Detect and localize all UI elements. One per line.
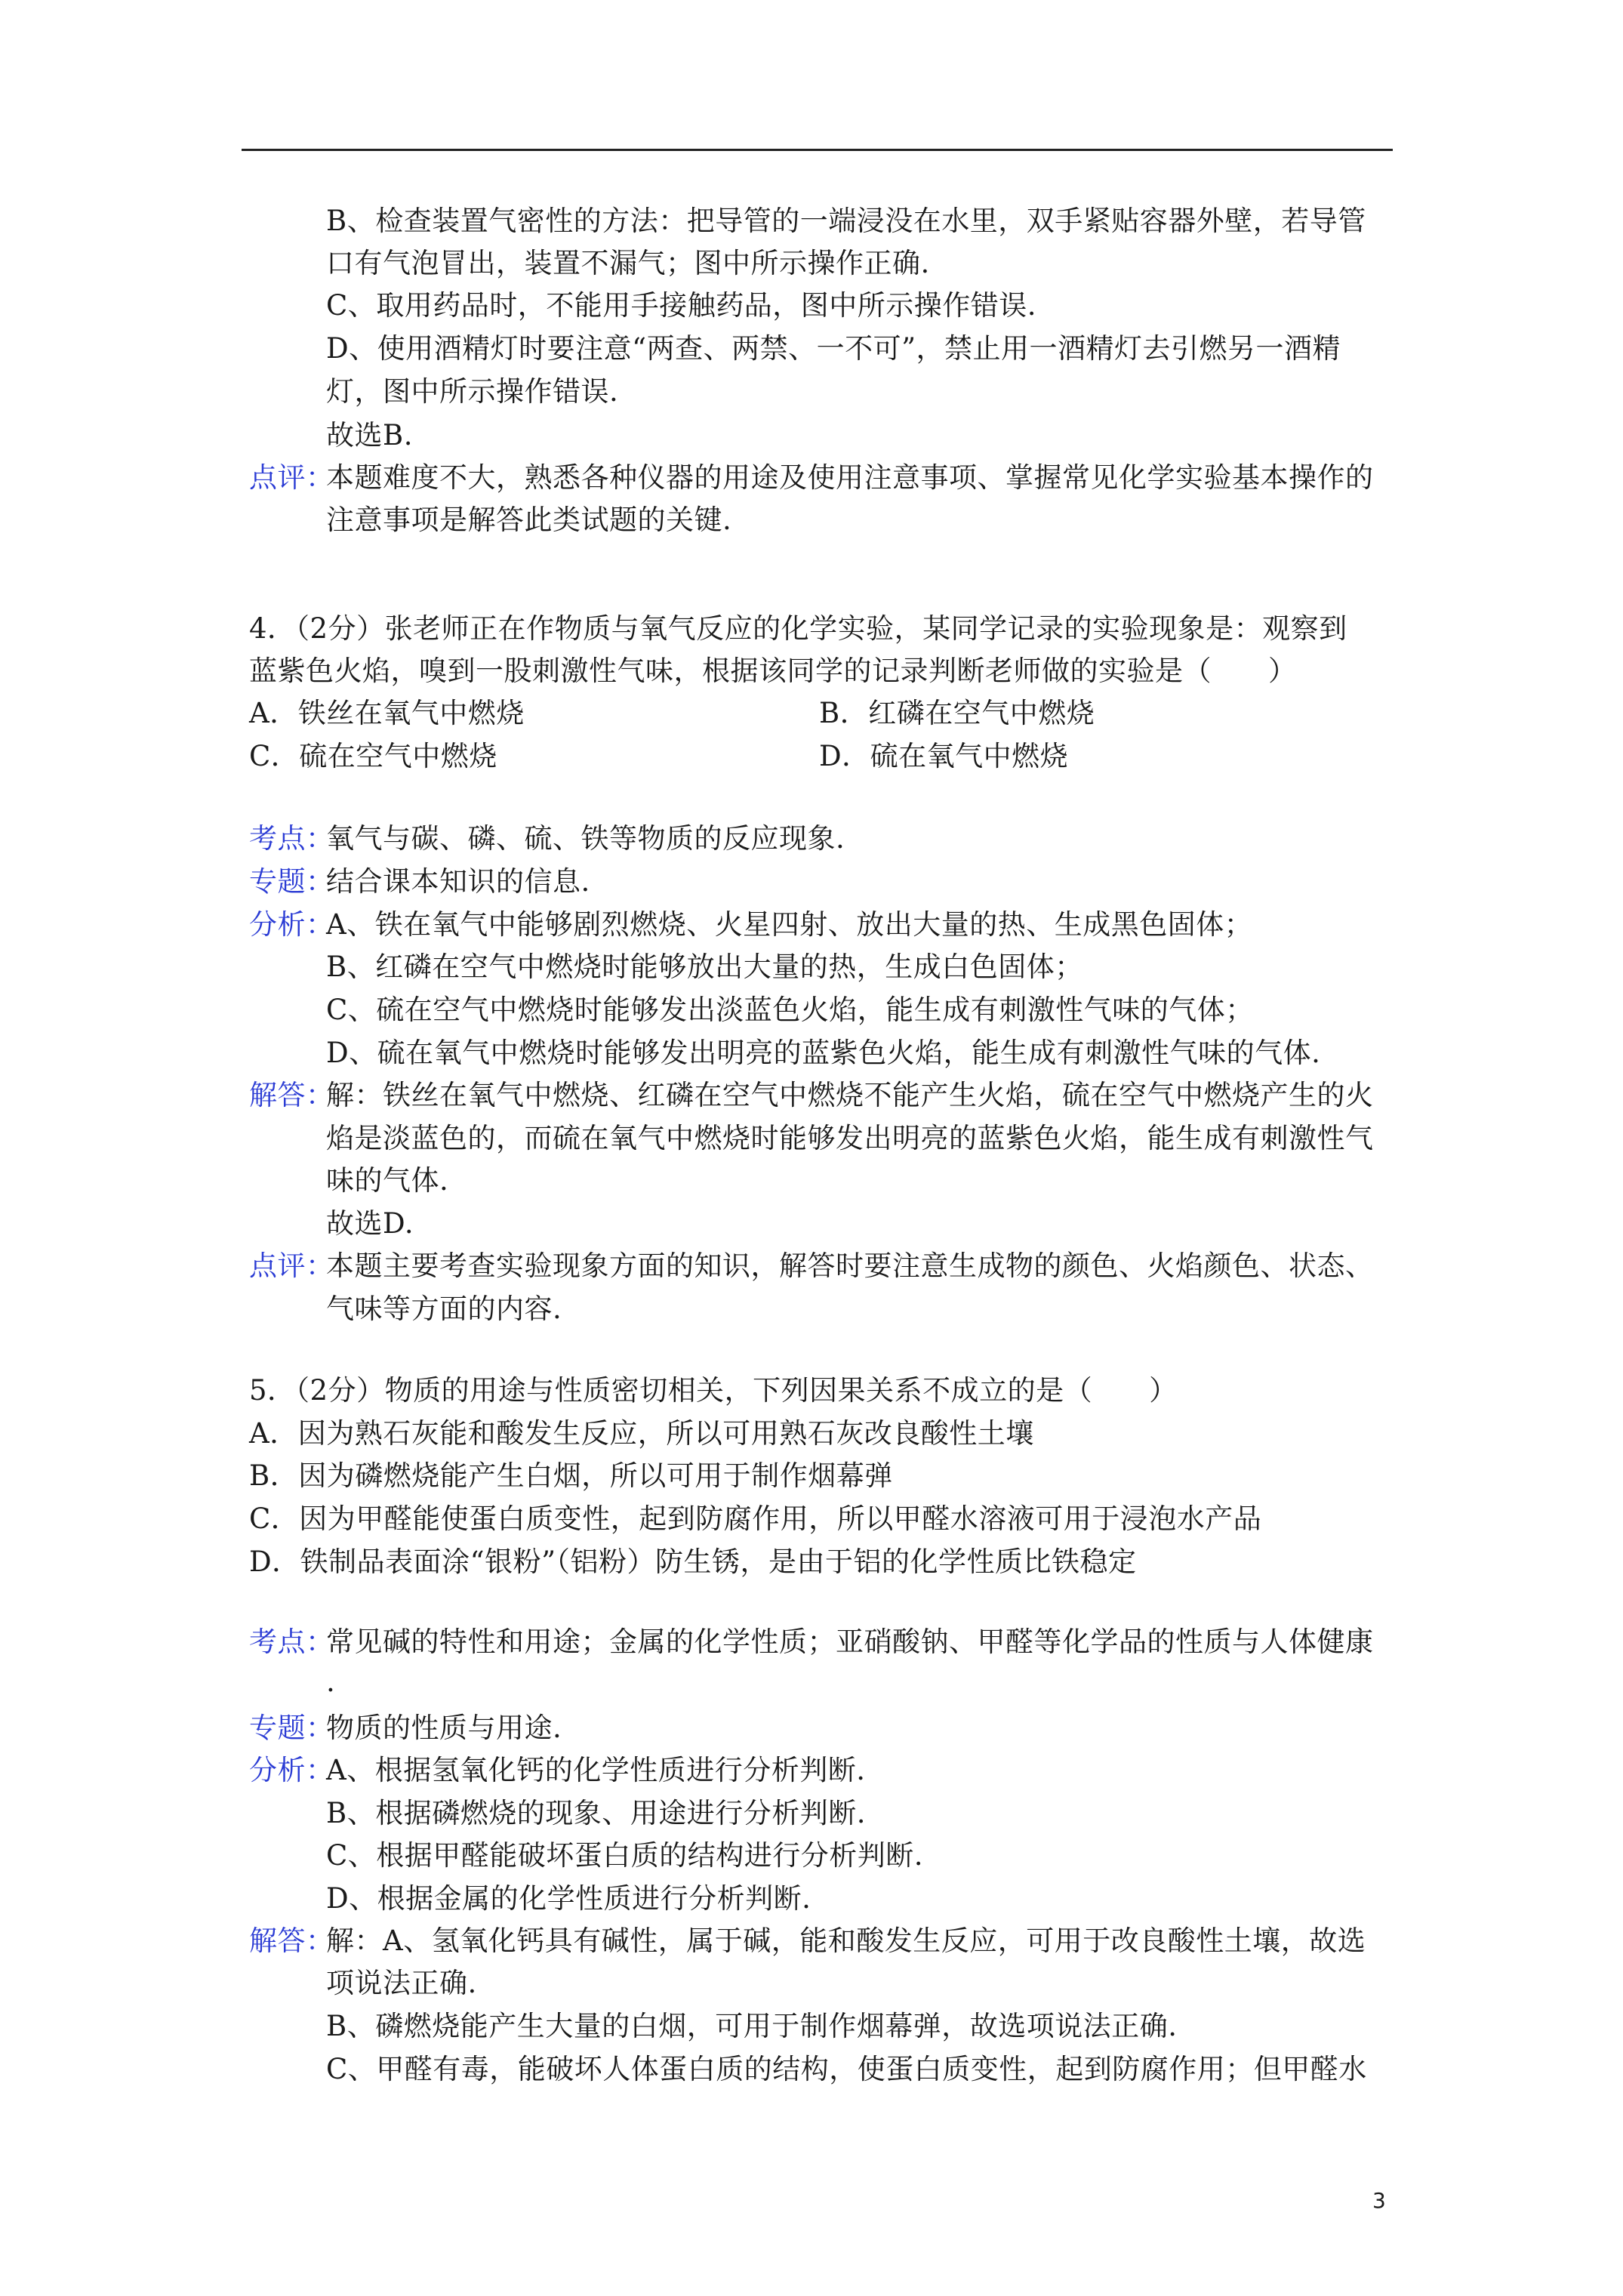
text-line <box>326 1290 562 1333</box>
text-line <box>249 1247 1374 1290</box>
line-text: 蓝紫色火焰，嗅到一股刺激性气味，根据该同学的记录判断老师做的实验是（ ） <box>249 655 1297 687</box>
line-text: B、红磷在空气中燃烧时能够放出大量的热，生成白色固体； <box>326 951 1083 983</box>
text-line <box>326 1120 1374 1162</box>
line-text: D．铁制品表面涂“银粉”（铝粉）防生锈，是由于铝的化学性质比铁稳定 <box>249 1546 1137 1578</box>
text-line <box>249 610 1347 652</box>
text-line <box>326 1162 448 1204</box>
text-line <box>326 991 1254 1034</box>
text-line <box>326 245 930 287</box>
line-text: A．因为熟石灰能和酸发生反应，所以可用熟石灰改良酸性土壤 <box>249 1417 1034 1450</box>
text-line <box>326 1663 335 1706</box>
text-line <box>249 1500 1261 1542</box>
line-text: 口有气泡冒出，装置不漏气；图中所示操作正确. <box>326 247 930 279</box>
text-line <box>249 1752 866 1794</box>
line-text: 5．（2分）物质的用途与性质密切相关，下列因果关系不成立的是（ ） <box>249 1374 1178 1407</box>
text-line <box>326 373 618 415</box>
text-line <box>326 202 1366 245</box>
text-line <box>326 330 1341 372</box>
line-text: . <box>326 1666 336 1698</box>
text-line <box>249 820 845 862</box>
line-text: B．因为磷燃烧能产生白烟，所以可用于制作烟幕弹 <box>249 1459 893 1492</box>
text-line <box>326 1034 1320 1077</box>
text-line <box>249 1709 562 1752</box>
line-text: 灯，图中所示操作错误. <box>326 375 619 408</box>
text-line <box>249 695 525 737</box>
line-text: A、铁在氧气中能够剧烈燃烧、火星四射、放出大量的热、生成黑色固体； <box>326 908 1253 941</box>
section-label: 解答： <box>249 1079 334 1111</box>
line-text: C、甲醛有毒，能破坏人体蛋白质的结构，使蛋白质变性，起到防腐作用；但甲醛水 <box>326 2053 1367 2085</box>
text-line <box>326 1205 414 1247</box>
section-label: 考点： <box>249 822 334 855</box>
line-text: 故选B. <box>326 419 413 451</box>
line-text: C．因为甲醛能使蛋白质变性，起到防腐作用，所以甲醛水溶液可用于浸泡水产品 <box>249 1502 1262 1535</box>
text-line <box>326 1837 923 1879</box>
page-number: 3 <box>1372 2188 1386 2213</box>
section-label: 专题： <box>249 1712 334 1744</box>
line-text: 本题主要考查实验现象方面的知识，解答时要注意生成物的颜色、火焰颜色、状态、 <box>326 1250 1374 1282</box>
line-text: 4．（2分）张老师正在作物质与氧气反应的化学实验，某同学记录的实验现象是：观察到 <box>249 612 1347 645</box>
line-text: D、使用酒精灯时要注意“两查、两禁、一不可”，禁止用一酒精灯去引燃另一酒精 <box>326 332 1341 365</box>
line-text: C．硫在空气中燃烧 <box>249 740 497 772</box>
line-text: A．铁丝在氧气中燃烧 <box>249 697 525 729</box>
line-text: 解：铁丝在氧气中燃烧、红磷在空气中燃烧不能产生火焰，硫在空气中燃烧产生的火 <box>326 1079 1374 1111</box>
line-text: 焰是淡蓝色的，而硫在氧气中燃烧时能够发出明亮的蓝紫色火焰，能生成有刺激性气 <box>326 1122 1374 1154</box>
line-text: C、取用药品时，不能用手接触药品，图中所示操作错误. <box>326 289 1037 322</box>
option-right: B．红磷在空气中燃烧 <box>819 697 1095 729</box>
line-text: 味的气体. <box>326 1164 449 1197</box>
line-text: B、根据磷燃烧的现象、用途进行分析判断. <box>326 1797 866 1829</box>
text-line <box>326 1880 811 1922</box>
text-line <box>326 2051 1367 2093</box>
text-line <box>249 906 1253 948</box>
text-line <box>249 652 1297 695</box>
line-text: B、检查装置气密性的方法：把导管的一端浸没在水里，双手紧贴容器外壁，若导管 <box>326 205 1366 237</box>
text-line <box>249 1623 1374 1666</box>
line-text: 结合课本知识的信息. <box>326 865 590 898</box>
section-label: 点评： <box>249 461 334 494</box>
text-line <box>326 501 731 544</box>
text-line <box>326 1795 866 1837</box>
line-text: C、硫在空气中燃烧时能够发出淡蓝色火焰，能生成有刺激性气味的气体； <box>326 994 1254 1026</box>
section-label: 解答： <box>249 1925 334 1957</box>
line-text: 常见碱的特性和用途；金属的化学性质；亚硝酸钠、甲醛等化学品的性质与人体健康 <box>326 1626 1374 1658</box>
line-text: D、硫在氧气中燃烧时能够发出明亮的蓝紫色火焰，能生成有刺激性气味的气体. <box>326 1037 1321 1069</box>
line-text: 气味等方面的内容. <box>326 1293 562 1325</box>
section-label: 分析： <box>249 1754 334 1786</box>
section-label: 考点： <box>249 1626 334 1658</box>
text-line <box>249 1077 1374 1119</box>
line-text: B、磷燃烧能产生大量的白烟，可用于制作烟幕弹，故选项说法正确. <box>326 2010 1178 2042</box>
text-line <box>249 1415 1034 1457</box>
text-line <box>326 2008 1177 2050</box>
text-line <box>326 948 1083 991</box>
section-label: 专题： <box>249 865 334 898</box>
line-text: 物质的性质与用途. <box>326 1712 562 1744</box>
text-line <box>249 863 590 905</box>
line-text: 项说法正确. <box>326 1967 477 1999</box>
line-text: A、根据氢氧化钙的化学性质进行分析判断. <box>326 1754 866 1786</box>
text-line <box>249 1922 1366 1965</box>
text-line <box>249 459 1374 501</box>
text-line <box>249 738 497 780</box>
line-text: 解：A、氢氧化钙具有碱性，属于碱，能和酸发生反应，可用于改良酸性土壤，故选 <box>326 1925 1366 1957</box>
line-text: D、根据金属的化学性质进行分析判断. <box>326 1882 812 1915</box>
text-line <box>249 1543 1137 1586</box>
text-line <box>326 287 1036 329</box>
section-label: 分析： <box>249 908 334 941</box>
header-rule <box>242 149 1393 151</box>
option-right: D．硫在氧气中燃烧 <box>819 740 1069 772</box>
text-line <box>326 417 413 459</box>
line-text: C、根据甲醛能破坏蛋白质的结构进行分析判断. <box>326 1839 924 1872</box>
line-text: 故选D. <box>326 1207 414 1240</box>
line-text: 氧气与碳、磷、硫、铁等物质的反应现象. <box>326 822 845 855</box>
text-line <box>249 1457 893 1499</box>
line-text: 本题难度不大，熟悉各种仪器的用途及使用注意事项、掌握常见化学实验基本操作的 <box>326 461 1374 494</box>
section-label: 点评： <box>249 1250 334 1282</box>
text-line <box>249 1372 1178 1414</box>
text-line <box>326 1965 477 2007</box>
line-text: 注意事项是解答此类试题的关键. <box>326 504 732 536</box>
